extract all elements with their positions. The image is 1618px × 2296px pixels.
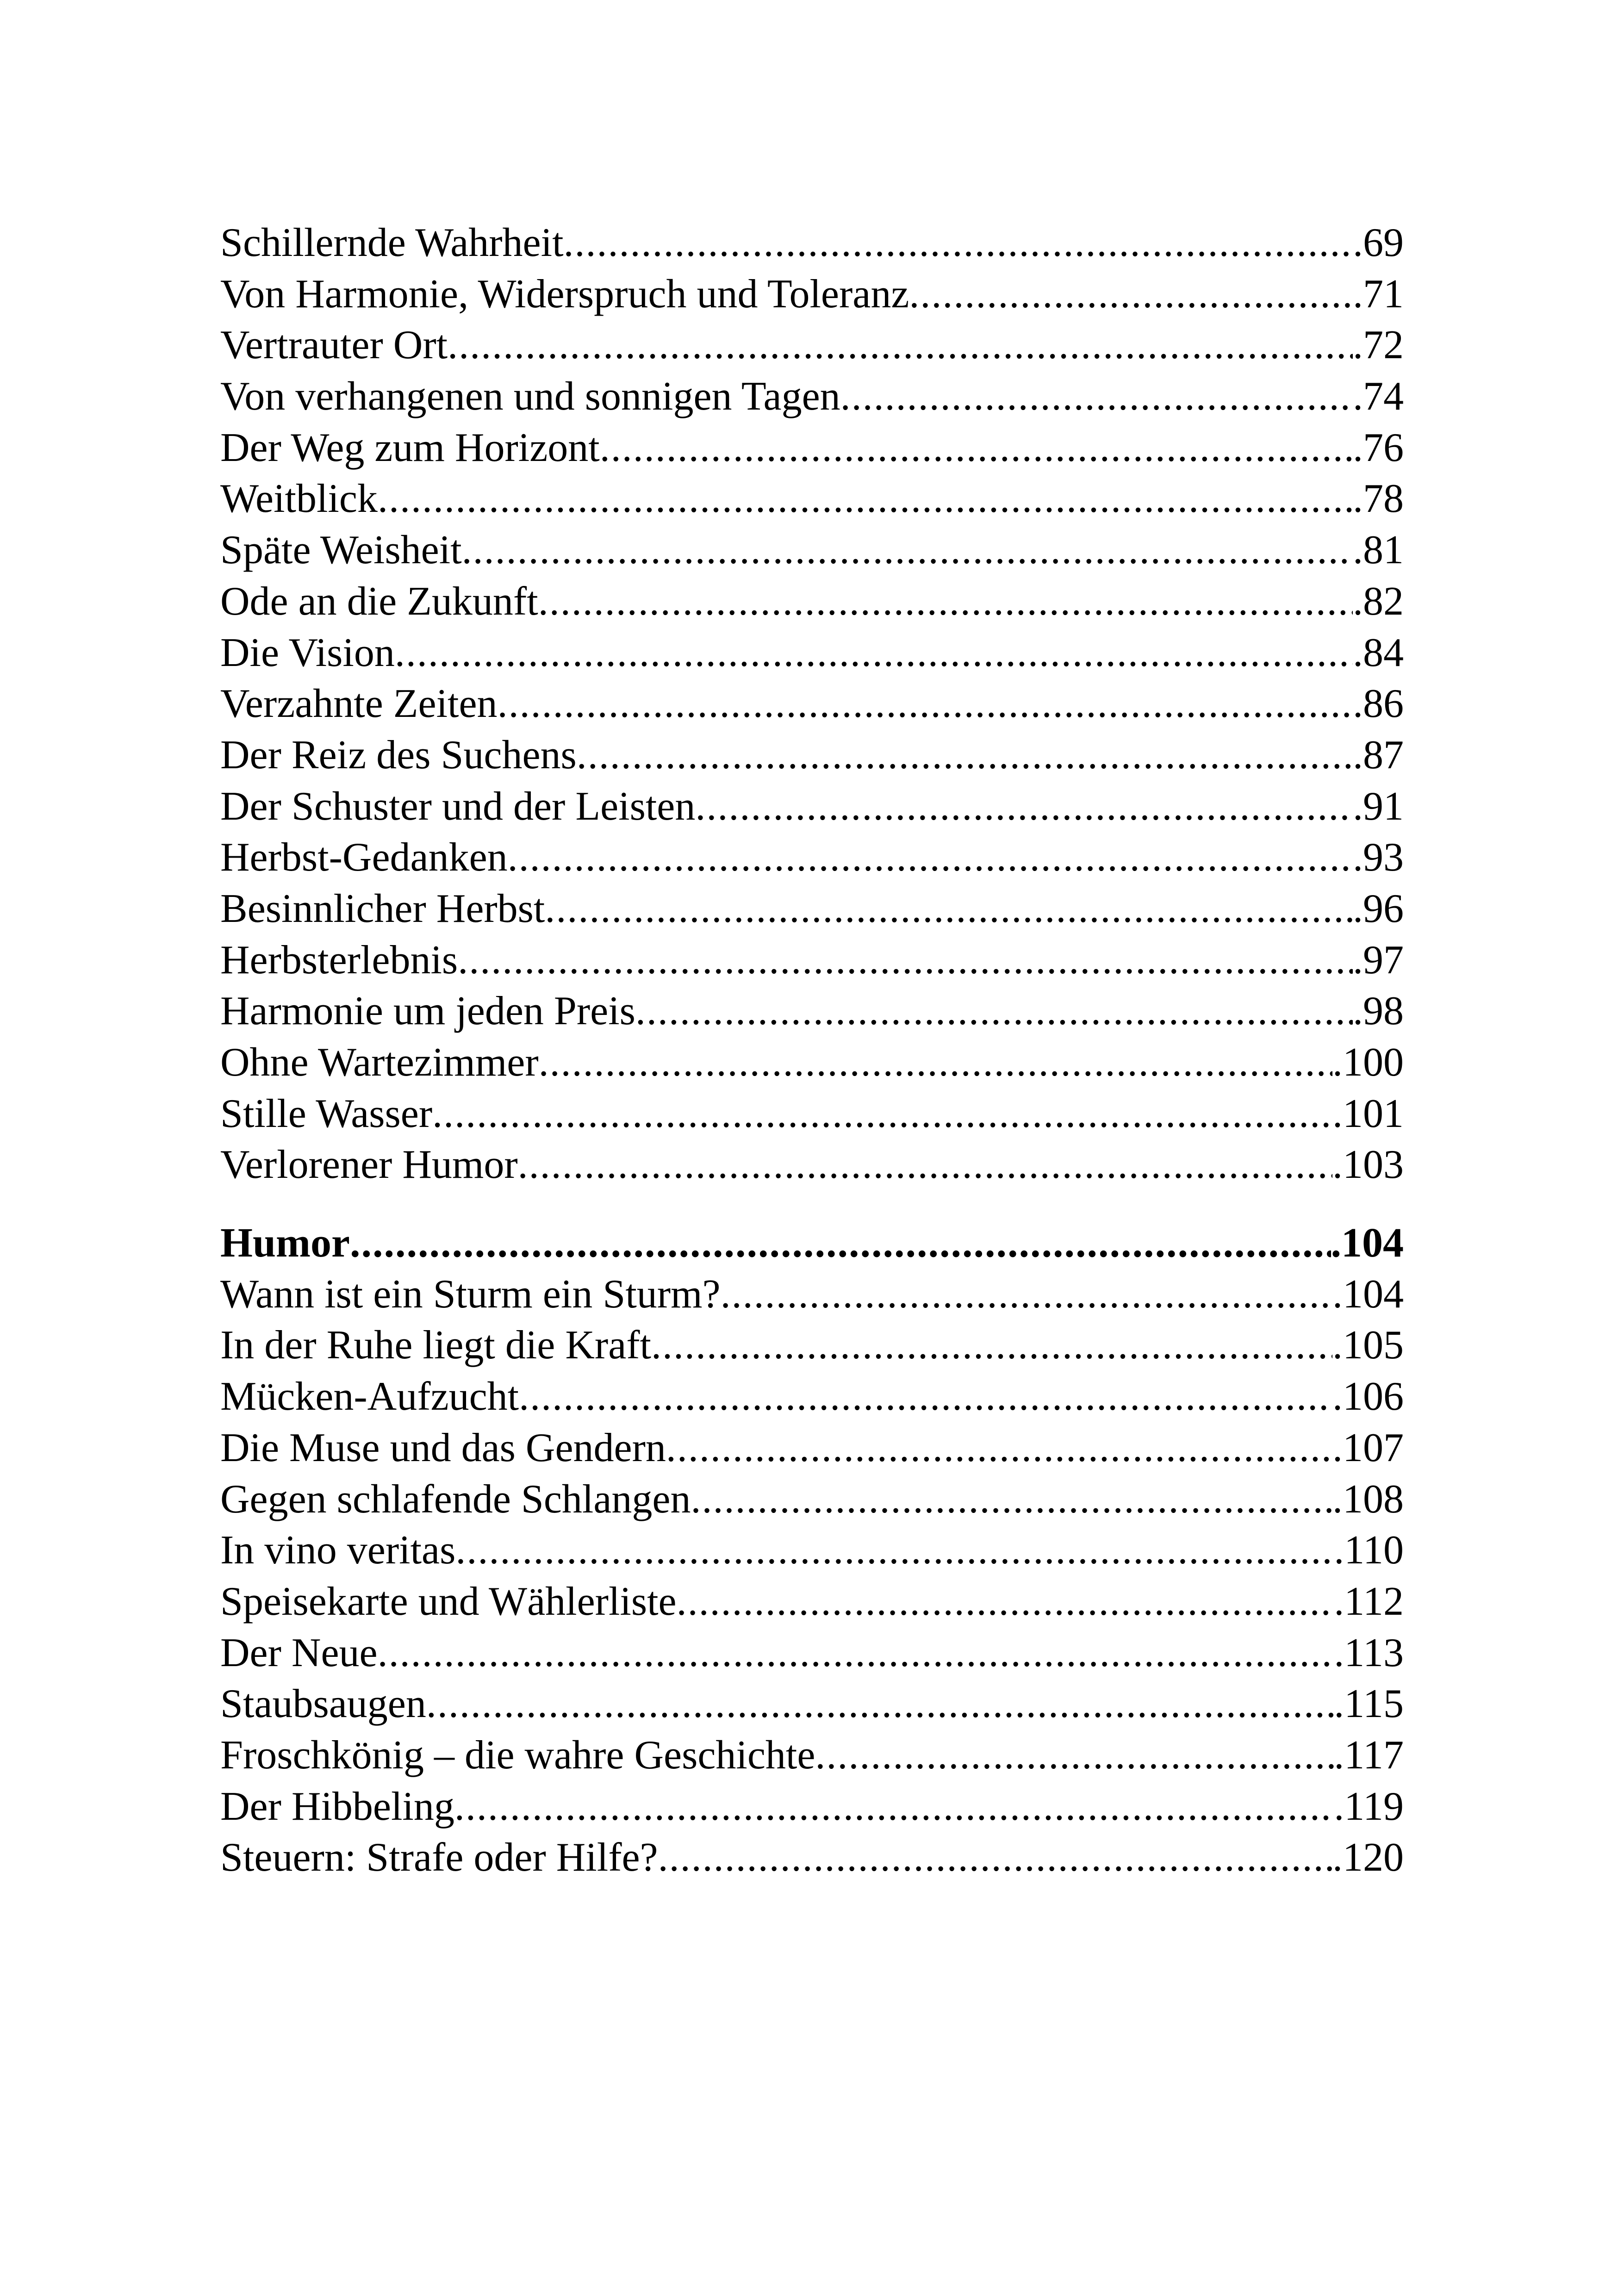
toc-entry <box>220 730 1404 781</box>
toc-entry-title: Verzahnte Zeiten <box>220 681 498 727</box>
toc-entry-title: Stille Wasser <box>220 1091 433 1136</box>
dot-leader <box>395 628 1353 679</box>
toc-entry <box>220 986 1404 1037</box>
dot-leader <box>508 832 1353 884</box>
toc-entry-page: .84 <box>1353 630 1404 675</box>
dot-leader <box>519 1371 1332 1423</box>
toc-entry <box>220 1089 1404 1140</box>
toc-entry-page: .104 <box>1332 1271 1404 1317</box>
toc-entry <box>220 473 1404 525</box>
toc-entry-title: Weitblick <box>220 476 378 522</box>
toc-entry-title: Der Neue <box>220 1630 378 1675</box>
toc-entry <box>220 1037 1404 1089</box>
toc-entry-page: .69 <box>1353 220 1404 265</box>
toc-entry-page: .76 <box>1353 425 1404 470</box>
dot-leader <box>454 1781 1334 1833</box>
dot-leader <box>815 1730 1334 1781</box>
dot-leader <box>577 730 1353 781</box>
dot-leader <box>721 1269 1332 1320</box>
dot-leader <box>564 218 1353 269</box>
toc-entry-page: .103 <box>1332 1142 1404 1188</box>
toc-entry <box>220 218 1404 269</box>
toc-entry-page: .115 <box>1334 1681 1404 1727</box>
toc-entry <box>220 1628 1404 1679</box>
toc-entry <box>220 628 1404 679</box>
dot-leader <box>378 1628 1334 1679</box>
toc-entry-page: .72 <box>1353 323 1404 368</box>
toc-entry <box>220 320 1404 371</box>
dot-leader <box>666 1423 1332 1474</box>
toc-entry <box>220 576 1404 628</box>
toc-entry <box>220 1371 1404 1423</box>
toc-entry-page: .78 <box>1353 476 1404 522</box>
toc-entry-page: .108 <box>1332 1476 1404 1522</box>
toc-entry-title: Der Schuster und der Leisten <box>220 784 696 829</box>
toc-entry-page: .105 <box>1332 1323 1404 1368</box>
dot-leader <box>691 1474 1332 1525</box>
toc-entry <box>220 1525 1404 1576</box>
toc-entry-page: .113 <box>1334 1630 1404 1675</box>
toc-entry-title: Gegen schlafende Schlangen <box>220 1476 691 1522</box>
dot-leader <box>635 986 1353 1037</box>
toc-entry <box>220 1269 1404 1320</box>
toc-entry-title: Von Harmonie, Widerspruch und Toleranz <box>220 271 909 317</box>
toc-entry <box>220 1139 1404 1191</box>
toc-entry-title: Ohne Wartezimmer <box>220 1040 539 1085</box>
toc-entry <box>220 1730 1404 1781</box>
toc-section-heading <box>220 1218 1404 1269</box>
toc-entry-page: .120 <box>1332 1835 1404 1880</box>
dot-leader <box>378 473 1353 525</box>
dot-leader <box>350 1218 1331 1269</box>
toc-entry <box>220 1679 1404 1730</box>
dot-leader <box>909 269 1353 320</box>
dot-leader <box>539 1037 1332 1089</box>
dot-leader <box>677 1576 1334 1628</box>
toc-entry <box>220 1423 1404 1474</box>
toc-entry <box>220 935 1404 986</box>
toc-entry <box>220 1576 1404 1628</box>
toc-entry <box>220 423 1404 474</box>
section-heading-title: Humor <box>220 1220 350 1266</box>
toc-entry <box>220 884 1404 935</box>
toc-entry-page: .119 <box>1334 1784 1404 1829</box>
dot-leader <box>455 1525 1334 1576</box>
toc-entry-title: Staubsaugen <box>220 1681 426 1727</box>
dot-leader <box>600 423 1353 474</box>
toc-entry-title: Der Reiz des Suchens <box>220 732 577 778</box>
toc-entry <box>220 269 1404 320</box>
toc-entry-title: Harmonie um jeden Preis <box>220 989 635 1034</box>
dot-leader <box>695 781 1353 833</box>
toc-entry <box>220 525 1404 576</box>
toc-entry-page: .91 <box>1353 784 1404 829</box>
dot-leader <box>462 525 1353 576</box>
toc-entry-page: .71 <box>1353 271 1404 317</box>
toc-entry-page: .86 <box>1353 681 1404 727</box>
toc-entry-page: .97 <box>1353 937 1404 983</box>
toc-entry <box>220 832 1404 884</box>
toc-entry-title: Der Weg zum Horizont <box>220 425 600 470</box>
dot-leader <box>545 884 1353 935</box>
dot-leader <box>458 935 1353 986</box>
section-heading-page: .104 <box>1331 1220 1404 1266</box>
toc-entry-page: .81 <box>1353 528 1404 573</box>
toc-entry-title: Herbst-Gedanken <box>220 835 508 880</box>
toc-entry-title: Wann ist ein Sturm ein Sturm? <box>220 1271 721 1317</box>
toc-entry <box>220 781 1404 833</box>
dot-leader <box>498 678 1353 730</box>
toc-entry <box>220 1474 1404 1525</box>
toc-entry-title: In der Ruhe liegt die Kraft <box>220 1323 652 1368</box>
dot-leader <box>651 1320 1332 1371</box>
toc-entry <box>220 678 1404 730</box>
toc-entry-page: .98 <box>1353 989 1404 1034</box>
toc-entry-title: Von verhangenen und sonnigen Tagen <box>220 374 840 419</box>
toc-entry-title: Der Hibbeling <box>220 1784 454 1829</box>
toc-group-top <box>220 218 1404 1191</box>
toc-entry-title: Verlorener Humor <box>220 1142 518 1188</box>
toc-entry-page: .107 <box>1332 1425 1404 1470</box>
toc-entry-page: .112 <box>1334 1579 1404 1624</box>
toc-entry-title: In vino veritas <box>220 1528 456 1573</box>
dot-leader <box>658 1832 1332 1884</box>
dot-leader <box>538 576 1353 628</box>
dot-leader <box>840 371 1353 423</box>
toc-entry-page: .106 <box>1332 1374 1404 1419</box>
toc-entry-page: .87 <box>1353 732 1404 778</box>
toc-entry-title: Die Vision <box>220 630 395 675</box>
toc-entry-page: .101 <box>1332 1091 1404 1136</box>
toc-entry-page: .74 <box>1353 374 1404 419</box>
toc-entry-title: Besinnlicher Herbst <box>220 886 545 931</box>
toc-entry-title: Speisekarte und Wählerliste <box>220 1579 677 1624</box>
toc-entry-title: Vertrauter Ort <box>220 323 448 368</box>
dot-leader <box>448 320 1353 371</box>
toc-entry-title: Herbsterlebnis <box>220 937 458 983</box>
toc-entry-title: Mücken-Aufzucht <box>220 1374 519 1419</box>
toc-entry-title: Späte Weisheit <box>220 528 462 573</box>
dot-leader <box>432 1089 1332 1140</box>
toc-group-humor <box>220 1269 1404 1884</box>
toc-entry-page: .93 <box>1353 835 1404 880</box>
toc-entry-title: Froschkönig – die wahre Geschichte <box>220 1732 815 1778</box>
toc-entry-page: .110 <box>1334 1528 1404 1573</box>
table-of-contents <box>220 218 1404 1884</box>
toc-entry <box>220 1320 1404 1371</box>
toc-entry <box>220 1781 1404 1833</box>
toc-entry-page: .117 <box>1334 1732 1404 1778</box>
toc-entry <box>220 1832 1404 1884</box>
toc-entry-page: .82 <box>1353 579 1404 624</box>
toc-entry-title: Die Muse und das Gendern <box>220 1425 666 1470</box>
toc-entry-title: Steuern: Strafe oder Hilfe? <box>220 1835 658 1880</box>
toc-entry-page: .96 <box>1353 886 1404 931</box>
dot-leader <box>518 1139 1332 1191</box>
dot-leader <box>426 1679 1334 1730</box>
toc-entry-title: Ode an die Zukunft <box>220 579 538 624</box>
toc-entry-page: .100 <box>1332 1040 1404 1085</box>
toc-entry-title: Schillernde Wahrheit <box>220 220 564 265</box>
toc-entry <box>220 371 1404 423</box>
